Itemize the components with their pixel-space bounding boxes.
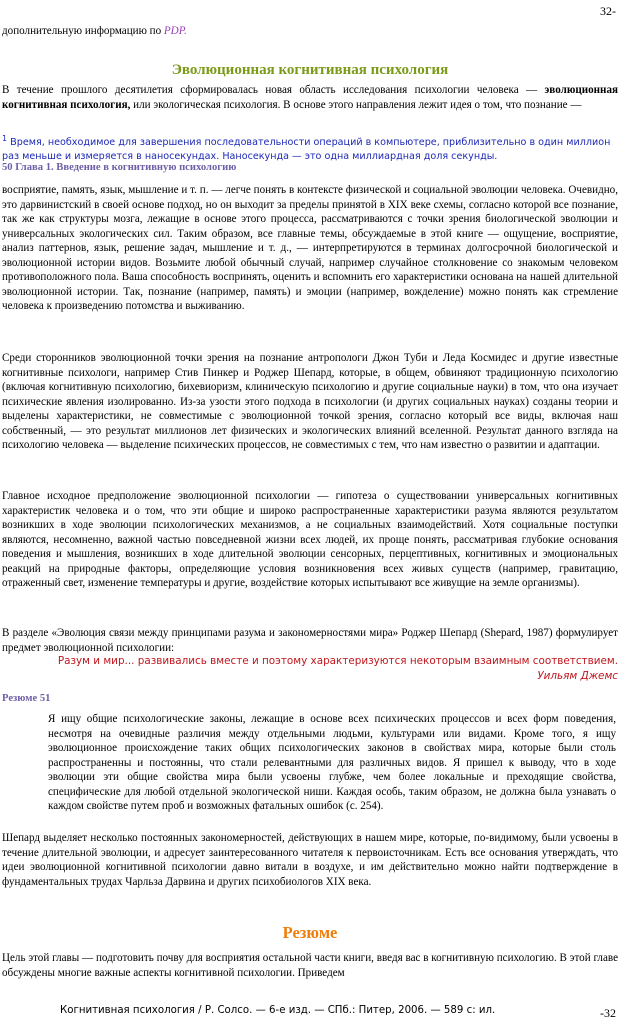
paragraph-body-4 — [0, 626, 620, 655]
pdp-link[interactable]: PDP. — [163, 25, 187, 37]
intro-line — [0, 24, 620, 39]
para6: Шепард выделяет несколько постоянных закономерностей, действующих в нашем мире, которые, по-видимому, были усвоены в течение длительной эволюции, и адресует заинтересованного читателя к первоисточникам. Есть все основания утверждать, что идеи эволюционной когнитивной психологии давно витали в воздухе, и им действительно можно найти подтверждение в фундаментальных трудах Чарльза Дарвина и других психобиологов XIX века. — [2, 832, 618, 888]
running-header-chapter: 50 Глава 1. Введение в когнитивную психологию — [2, 162, 237, 173]
para3: Среди сторонников эволюционной точки зрения на познание антропологи Джон Туби и Леда Космидес и другие известные когнитивные психологи, например Стив Пинкер и Роджер Шепард, которые, в общем, обвиняют традиционную психологию (включая когнитивную психологию, бихевиоризм, клиническую психологию и другие социальные науки) в том, что она изучает психические явления изолированно. Из-за узости этого подхода в психологии (и других социальных науках) созданы теории и выделены характеристики, не совместимые с эволюционной точкой зрения, согласно который все виды, включая наш собственный, — это результат миллионов лет физических и экологических влияний вселенной. Результат данного взгляда на психологию человека — выделение психических процессов, не совместимых с тем, что нам известно о развитии и адаптации. — [2, 352, 618, 451]
heading-resume: Резюме — [282, 923, 338, 942]
paragraph-body-3 — [0, 489, 620, 591]
bottom-reference: Когнитивная психология / Р. Солсо. — 6-е изд. — СПб.: Питер, 2006. — 589 с: ил. — [60, 1005, 496, 1016]
epigraph — [0, 654, 620, 684]
epigraph-text: Разум и мир... развивались вместе и поэтому характеризуются некоторым взаимным соответствием. — [57, 655, 618, 667]
paragraph-body-5 — [0, 831, 620, 889]
footnote-text: Время, необходимое для завершения последовательности операций в компьютере, приблизительно в один миллион раз меньше и измеряется в наносекундах. Наносекунда — это одна миллиардная доля секунды. — [2, 136, 611, 163]
para2: восприятие, память, язык, мышление и т. п. — легче понять в контексте физической и социальной эволюции человека. Очевидно, это дарвинистский в своей основе подход, но он выходит за пределы принятой в XIX веке схемы, согласно которой все познание, так же как структуры мозга, лежащие в основе этого процесса, рассматриваются с точки зрения биологической эволюции и универсальных экологических сил. Таким образом, все главные темы, обсуждаемые в этой книге — ощущение, восприятие, анализ паттернов, язык, решение задач, мышление и т. д., — интерпретируются в терминах долгосрочной биологической и эволюционной истории видов. Возьмите любой обычный случай, например случайное столкновение со знакомым человеком противоположного пола. Ваша способность воспринять, оценить и вспомнить его характеристики основана на нашей длительной эволюционной истории. Так, познание (например, память) и эмоции (например, вожделение) можно понять как стремление человека к произведению потомства и выживанию. — [2, 184, 618, 312]
para1-start: В течение прошлого десятилетия сформировалась новая область исследования психологии человека — — [2, 84, 545, 96]
heading-evolutionary-psychology: Эволюционная когнитивная психология — [171, 62, 449, 78]
paragraph-body-6 — [0, 951, 620, 980]
paragraph-body-2 — [0, 351, 620, 453]
quote-text: Я ищу общие психологические законы, лежащие в основе всех психических процессов и всех форм поведения, несмотря на очевидные различия между отдельными людьми, культурами или видами. Кроме того, я ищу эволюционное происхождение таких общих психологических законов в свойствах мира, которые были столь распространенны и постоянны, что стали релевантными для различных видов. Я пришел к выводу, что в ходе эволюции эти общие свойства мира были усвоены глубже, чем более локальные и преходящие свойства, специфические для любой отдельной экологической ниши. Каждая особь, таким образом, не должна была узнавать о каждом свойстве путем проб и возможных фатальных ошибок (с. 254). — [48, 713, 616, 812]
running-header-resume: Резюме 51 — [2, 693, 51, 704]
page-number-top: 32- — [600, 4, 616, 18]
para1-bold: эволюционная когнитивная психология, — [2, 84, 618, 111]
para1-end: или экологическая психология. В основе этого направления лежит идея о том, что познание — — [130, 98, 582, 111]
para7: Цель этой главы — подготовить почву для восприятия остальной части книги, введя вас в когнитивную психологию. В этой главе обсуждены многие важные аспекты когнитивной психологии. Приведем — [2, 952, 618, 979]
intro-text: дополнительную информацию по — [2, 25, 164, 37]
footnote-marker: 1 — [2, 133, 8, 143]
epigraph-author: Уильям Джемс — [537, 670, 618, 682]
paragraph-body-1 — [0, 183, 620, 314]
para4: Главное исходное предположение эволюционной психологии — гипотеза о существовании универсальных когнитивных характеристик человека и о том, что эти общие и широко распространенные характеристики разума являются результатом возникших в ходе эволюции психологических механизмов, а не социальных взаимодействий. Хотя социальные поступки являются, несомненно, важной частью повседневной жизни всех людей, их проще понять, рассматривая глубокие основания поведения и мышления, возникших в ходе длительной эволюции сенсорных, перцептивных, когнитивных и эмоциональных реакций на природные факторы, определяющие условия возникновения всех живых существ (например, гравитацию, отраженный свет, изменение температуры и другие, воздействие которых испытывают все живущие на земле организмы). — [2, 490, 618, 589]
para5: В разделе «Эволюция связи между принципами разума и закономерностями мира» Роджер Шепард (Shepard, 1987) формулирует предмет эволюционной психологии: — [2, 627, 618, 654]
page-number-bottom: -32 — [600, 1006, 616, 1020]
paragraph-intro-evolutionary — [0, 83, 620, 112]
block-quote — [0, 712, 620, 814]
